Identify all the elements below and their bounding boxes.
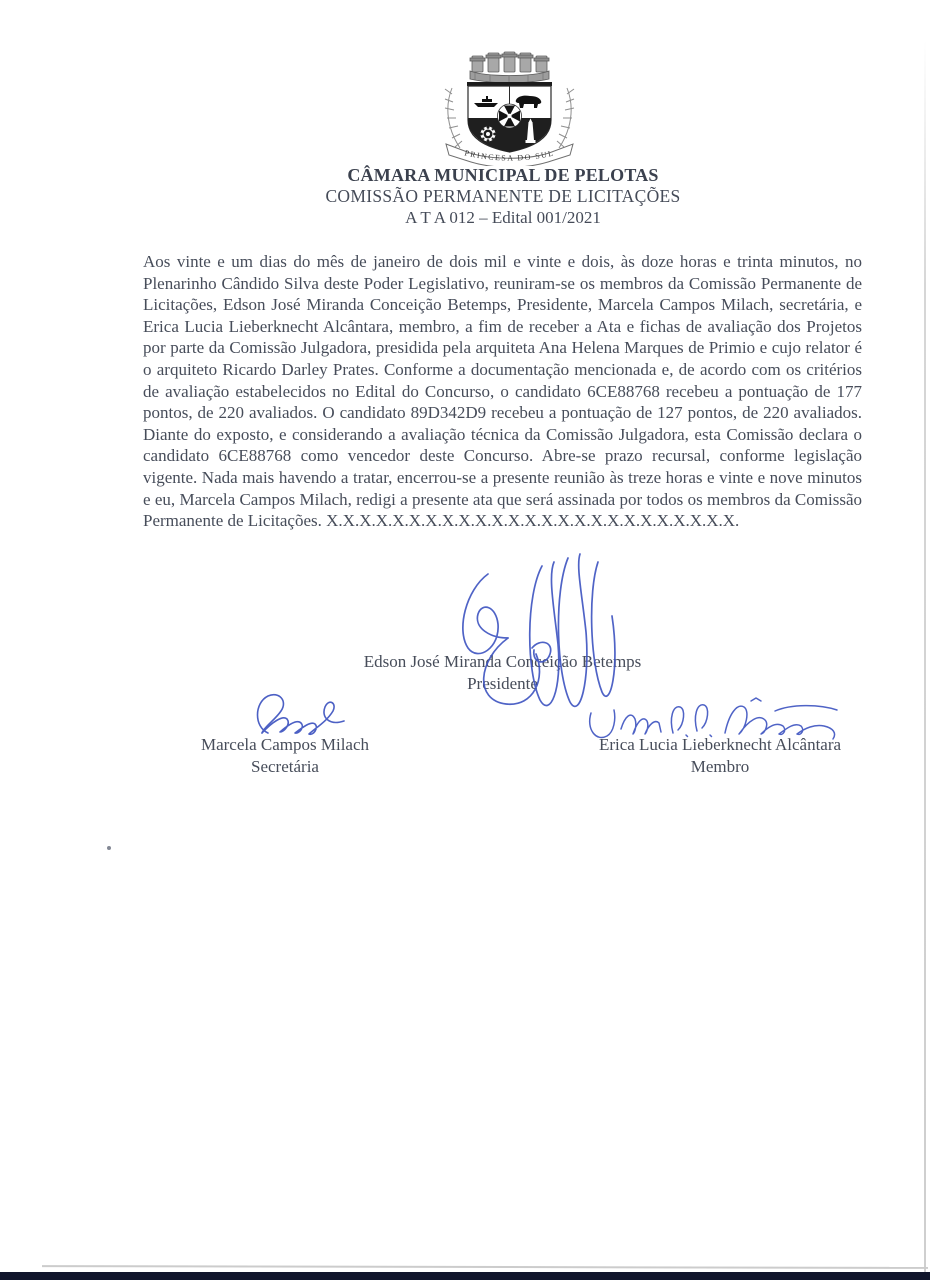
scan-background-bar	[0, 1272, 930, 1280]
member-signature-block	[585, 734, 855, 777]
secretary-name: Marcela Campos Milach	[200, 735, 370, 754]
scan-page-bottom-shadow	[42, 1265, 928, 1269]
organization-title: CÂMARA MUNICIPAL DE PELOTAS	[347, 165, 659, 185]
minutes-body-paragraph: Aos vinte e um dias do mês de janeiro de dois mil e vinte e dois, às doze horas e trinta minutos, no Plenarinho Cândido Silva deste Poder Legislativo, reuniram-se os membros da Comissão Permanente de Licitações, Edson José Miranda Conceição Betemps, Presidente, Marcela Campos Milach, secretária, e Erica Lucia Lieberknecht Alcântara, membro, a fim de receber a Ata e fichas de avaliação dos Projetos por parte da Comissão Julgadora, presidida pela arquiteta Ana Helena Marques de Primio e cujo relator é o arquiteto Ricardo Darley Prates. Conforme a documentação mencionada e, de acordo com os critérios de avaliação estabelecidos no Edital do Concurso, o candidato 6CE88768 recebeu a pontuação de 177 pontos, de 220 avaliados. O candidato 89D342D9 recebeu a pontuação de 127 pontos, de 220 avaliados. Diante do exposto, e considerando a avaliação técnica da Comissão Julgadora, esta Comissão declara o candidato 6CE88768 como vencedor deste Concurso. Abre-se prazo recursal, conforme legislação vigente. Nada mais havendo a tratar, encerrou-se a presente reunião às treze horas e vinte e nove minutos e eu, Marcela Campos Milach, redigi a presente ata que será assinada por todos os membros da Comissão Permanente de Licitações. X.X.X.X.X.X.X.X.X.X.X.X.X.X.X.X.X.X.X.X.X.X.X.X.X.	[143, 252, 862, 531]
coat-of-arms-graphic	[412, 46, 598, 166]
president-role: Presidente	[467, 673, 538, 693]
shield-icon	[468, 86, 551, 152]
banner-text: PRINCESA DO SUL	[463, 148, 556, 163]
coat-of-arms	[412, 46, 598, 166]
cross-icon	[498, 104, 522, 128]
mural-crown-icon	[470, 52, 549, 83]
president-handwritten-signature	[448, 550, 638, 722]
secretary-signature-block	[150, 734, 420, 777]
document-header	[143, 165, 863, 228]
secretary-role: Secretária	[251, 756, 319, 776]
member-role: Membro	[690, 756, 750, 776]
president-name: Edson José Miranda Conceição Betemps	[363, 652, 642, 671]
document-title: A T A 012 – Edital 001/2021	[405, 208, 601, 227]
member-name: Erica Lucia Lieberknecht Alcântara	[598, 735, 842, 754]
president-signature-block	[143, 651, 862, 694]
scan-page-right-edge	[924, 40, 926, 1272]
committee-title: COMISSÃO PERMANENTE DE LICITAÇÕES	[325, 186, 681, 206]
scan-speck	[107, 846, 111, 850]
